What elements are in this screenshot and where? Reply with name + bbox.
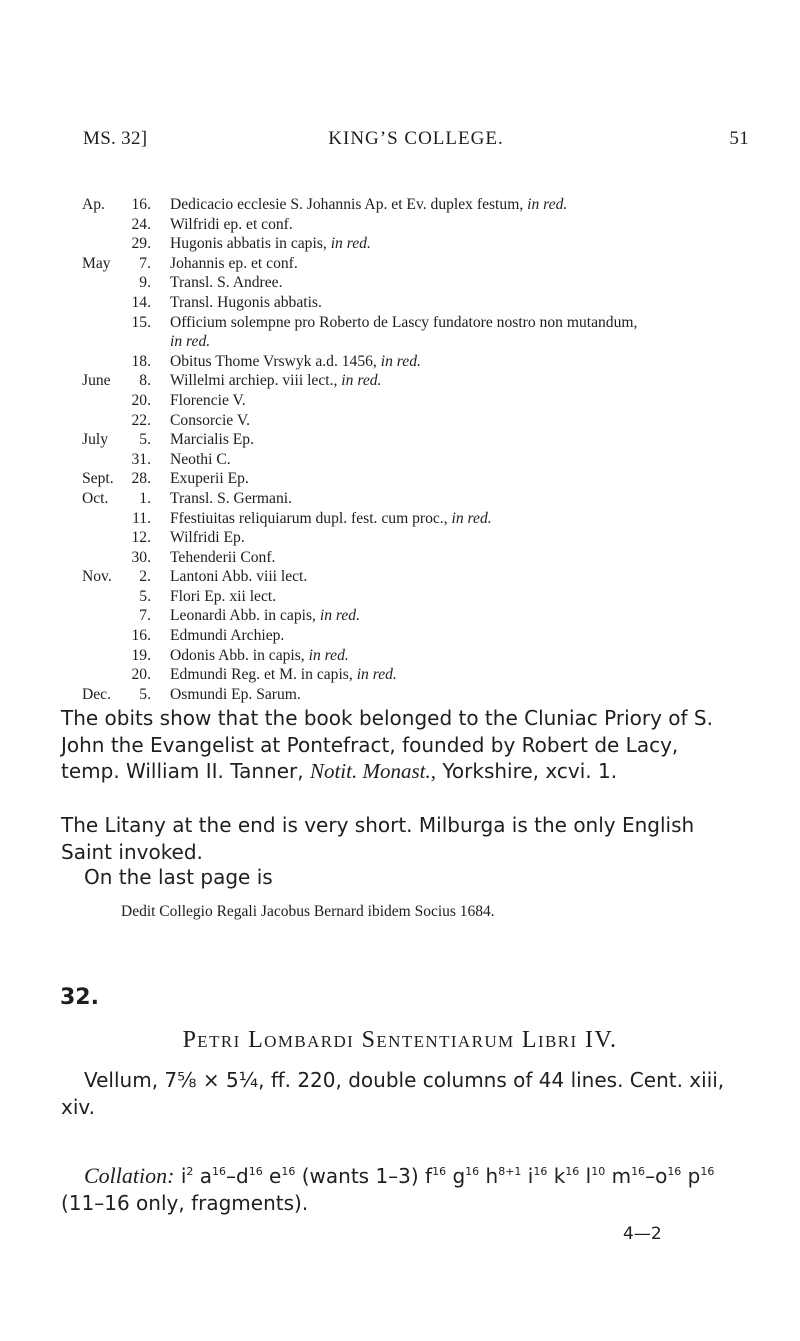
calendar-day: 20. (131, 391, 151, 409)
calendar-entry (82, 626, 772, 646)
calendar-entry (82, 567, 772, 587)
calendar-day: 19. (131, 646, 151, 664)
collation-tail: (11–16 only, fragments). (61, 1190, 309, 1215)
calendar-note: in red. (380, 352, 421, 370)
calendar-day: 2. (139, 568, 151, 586)
calendar-text: Dedicacio ecclesie S. Johannis Ap. et Ev. duplex festum, (170, 196, 524, 213)
calendar-text: Willelmi archiep. viii lect., (170, 372, 338, 390)
calendar-day: 5. (139, 431, 151, 449)
calendar-day: 12. (131, 529, 151, 547)
calendar-entry (82, 195, 772, 215)
calendar-day: 5. (139, 587, 151, 605)
collation-quire-count: 16 (565, 1165, 580, 1178)
calendar-list (82, 195, 772, 704)
calendar-note: in red. (451, 509, 492, 527)
calendar-day: 20. (131, 666, 151, 684)
calendar-day: 5. (139, 685, 151, 703)
calendar-text: Officium solempne pro Roberto de Lascy fundatore nostro non mutandum, (170, 313, 638, 331)
collation-quire: l (579, 1164, 592, 1188)
calendar-note: in red. (341, 372, 382, 390)
collation-quire-count: 16 (700, 1165, 715, 1178)
calendar-month: June (82, 372, 111, 390)
calendar-text: Consorcie V. (170, 411, 250, 429)
collation-quire-count: 16 (281, 1165, 296, 1178)
calendar-text: Neothi C. (170, 450, 231, 468)
collation-quire: –d (226, 1164, 249, 1188)
signature-mark: 4—2 (623, 1224, 662, 1244)
calendar-day: 29. (131, 235, 151, 253)
calendar-entry (82, 352, 772, 372)
collation-quire-count: 10 (591, 1165, 606, 1178)
calendar-day: 1. (139, 489, 151, 507)
calendar-day: 16. (131, 627, 151, 645)
calendar-day: 15. (131, 313, 151, 331)
calendar-day: 31. (131, 450, 151, 468)
donation-inscription: Dedit Collegio Regali Jacobus Bernard ibidem Socius 1684. (121, 903, 495, 920)
calendar-day: 24. (131, 215, 151, 233)
calendar-entry (82, 548, 772, 568)
page-number: 51 (729, 128, 749, 149)
calendar-month: Sept. (82, 470, 114, 488)
calendar-note: in red. (527, 196, 568, 213)
calendar-text: Obitus Thome Vrswyk a.d. 1456, (170, 352, 377, 370)
calendar-entry (82, 371, 772, 391)
calendar-text: Odonis Abb. in capis, (170, 646, 305, 664)
calendar-note: in red. (170, 333, 211, 351)
calendar-month: July (82, 431, 108, 449)
calendar-text: Hugonis abbatis in capis, (170, 235, 327, 253)
calendar-text: Wilfridi Ep. (170, 529, 245, 547)
collation-quire: e (262, 1164, 282, 1188)
collation-quire-count: 16 (533, 1165, 548, 1178)
calendar-text: Johannis ep. et conf. (170, 254, 298, 272)
calendar-note: in red. (319, 607, 360, 625)
calendar-day: 8. (139, 372, 151, 390)
calendar-text: Leonardi Abb. in capis, (170, 607, 316, 625)
calendar-entry (82, 411, 772, 431)
collation-quire-count: 16 (248, 1165, 263, 1178)
collation-quire: m (605, 1164, 632, 1188)
calendar-text: Transl. S. Germani. (170, 489, 293, 507)
calendar-text: Lantoni Abb. viii lect. (170, 568, 308, 586)
calendar-note: in red. (356, 666, 397, 684)
collation-quire: g (446, 1164, 466, 1188)
calendar-month: Oct. (82, 489, 109, 507)
collation-quire-count: 16 (631, 1165, 646, 1178)
collation-quire: k (547, 1164, 566, 1188)
provenance-text: The obits show that the book belonged to the Cluniac Priory of S. John the Evangelist at Pontefract, founded by Robert de Lacy, temp. William II. Tanner, (61, 706, 713, 783)
calendar-month: Ap. (82, 196, 105, 213)
calendar-note: in red. (308, 646, 349, 664)
calendar-day: 16. (131, 196, 151, 213)
college-header: KING’S COLLEGE. (328, 128, 504, 149)
manuscript-number: 32. (60, 985, 99, 1010)
calendar-text: Edmundi Archiep. (170, 627, 285, 645)
collation-label: Collation: (84, 1163, 175, 1188)
calendar-entry (82, 587, 772, 607)
calendar-text: Exuperii Ep. (170, 470, 249, 488)
calendar-entry (82, 509, 772, 529)
provenance-citation: Notit. Monast., (309, 759, 436, 783)
physical-description (61, 1067, 741, 1120)
collation-quire: h (479, 1164, 499, 1188)
collation-quire-count: 8+1 (498, 1165, 522, 1178)
manuscript-title: Petri Lombardi Sententiarum Libri IV. (182, 1027, 618, 1053)
calendar-entry (82, 450, 772, 470)
calendar-entry (82, 391, 772, 411)
collation-quire: p (681, 1164, 701, 1188)
shelfmark-header: MS. 32] (83, 128, 148, 149)
calendar-entry (82, 665, 772, 685)
paragraph-litany (61, 812, 741, 865)
description-text: Vellum, 7⅝ × 5¼, ff. 220, double columns of 44 lines. Cent. xiii, xiv. (61, 1068, 725, 1119)
calendar-entry (82, 234, 772, 254)
collation-quire: i (521, 1164, 534, 1188)
collation-quire-count: 16 (212, 1165, 226, 1178)
calendar-text: Florencie V. (170, 391, 246, 409)
calendar-entry (82, 254, 772, 274)
calendar-entry (82, 313, 772, 333)
calendar-day: 18. (131, 352, 151, 370)
calendar-text: Tehenderii Conf. (170, 548, 276, 566)
calendar-note: in red. (330, 235, 371, 253)
calendar-entry (82, 469, 772, 489)
collation-quire: i (180, 1164, 187, 1188)
provenance-reference: Yorkshire, xcvi. 1. (442, 759, 618, 783)
collation-quire-count: 2 (186, 1165, 194, 1178)
calendar-entry (82, 332, 772, 352)
calendar-entry (82, 293, 772, 313)
paragraph-last-page (84, 864, 764, 891)
last-page-text: On the last page is (84, 865, 273, 889)
calendar-entry (82, 489, 772, 509)
calendar-day: 7. (139, 254, 151, 272)
calendar-month: May (82, 254, 111, 272)
calendar-entry (82, 430, 772, 450)
collation-quire: –o (645, 1164, 668, 1188)
calendar-day: 30. (131, 548, 151, 566)
calendar-month: Nov. (82, 568, 112, 586)
calendar-day: 9. (139, 274, 151, 292)
calendar-text: Ffestiuitas reliquiarum dupl. fest. cum proc., (170, 509, 448, 527)
calendar-text: Transl. Hugonis abbatis. (170, 293, 322, 311)
calendar-entry (82, 606, 772, 626)
calendar-entry (82, 273, 772, 293)
calendar-text: Osmundi Ep. Sarum. (170, 685, 301, 703)
calendar-day: 7. (139, 607, 151, 625)
collation-quire: a (193, 1164, 212, 1188)
running-head (83, 128, 749, 158)
collation-formula (181, 1164, 715, 1188)
collation (61, 1163, 741, 1216)
calendar-text: Transl. S. Andree. (170, 274, 283, 292)
calendar-entry (82, 528, 772, 548)
collation-quire-count: 16 (432, 1165, 447, 1178)
calendar-month: Dec. (82, 685, 112, 703)
calendar-text: Flori Ep. xii lect. (170, 587, 277, 605)
calendar-text: Edmundi Reg. et M. in capis, (170, 666, 353, 684)
calendar-day: 11. (132, 509, 151, 527)
calendar-entry (82, 685, 772, 705)
calendar-entry (82, 646, 772, 666)
collation-quire: (wants 1–3) f (295, 1164, 433, 1188)
paragraph-provenance (61, 705, 741, 785)
calendar-text: Marcialis Ep. (170, 431, 255, 449)
collation-quire-count: 16 (465, 1165, 480, 1178)
calendar-entry (82, 215, 772, 235)
collation-quire-count: 16 (667, 1165, 682, 1178)
litany-text: The Litany at the end is very short. Milburga is the only English Saint invoked. (61, 813, 695, 864)
calendar-text: Wilfridi ep. et conf. (170, 215, 293, 233)
calendar-day: 14. (131, 293, 151, 311)
calendar-day: 28. (131, 470, 151, 488)
calendar-day: 22. (131, 411, 151, 429)
